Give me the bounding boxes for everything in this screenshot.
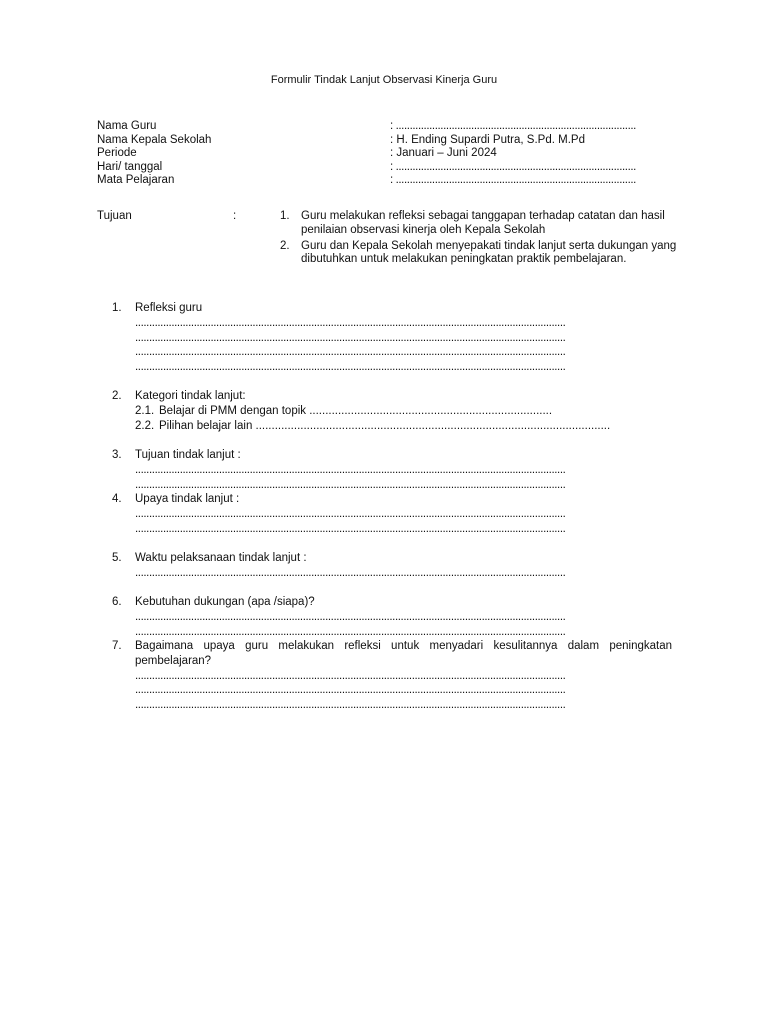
subitem-text: Belajar di PMM dengan topik ............................................................................ xyxy=(159,404,553,417)
subitem-text: Pilihan belajar lain ............................................................................................................... xyxy=(159,419,611,432)
subitem-number: 2.1. xyxy=(135,404,155,417)
tujuan-item xyxy=(280,210,703,238)
answer-line[interactable]: .......................................................................................................................................................... xyxy=(135,478,566,491)
answer-line[interactable]: .......................................................................................................................................................... xyxy=(135,625,566,638)
section-upaya-refleksi xyxy=(112,639,672,713)
tujuan-item-text: Guru dan Kepala Sekolah menyepakati tindak lanjut serta dukungan yang dibutuhkan untuk melakukan peningkatan praktik pembelajaran. xyxy=(301,239,677,266)
nama-guru-value: : ...................................................................................... xyxy=(390,120,636,132)
answer-line[interactable]: .......................................................................................................................................................... xyxy=(135,361,566,374)
section-number: 3. xyxy=(112,449,122,461)
section-number: 6. xyxy=(112,596,122,608)
answer-line[interactable]: .......................................................................................................................................................... xyxy=(135,699,566,712)
kepala-sekolah-value: : H. Ending Supardi Putra, S.Pd. M.Pd xyxy=(390,133,585,146)
section-number: 5. xyxy=(112,552,122,564)
form-title: Formulir Tindak Lanjut Observasi Kinerja Guru xyxy=(270,74,498,86)
answer-line[interactable]: .......................................................................................................................................................... xyxy=(135,566,566,579)
identity-row-hari-tanggal xyxy=(97,161,677,175)
section-waktu-pelaksanaan xyxy=(112,551,672,581)
section-number: 7. xyxy=(112,640,122,652)
section-title: Kategori tindak lanjut: xyxy=(135,390,246,402)
subitem-number: 2.2. xyxy=(135,419,155,432)
periode-label: Periode xyxy=(97,147,137,160)
answer-line[interactable]: .......................................................................................................................................................... xyxy=(135,522,566,535)
tujuan-colon: : xyxy=(233,210,237,222)
tujuan-item-number: 2. xyxy=(280,239,290,252)
section-kebutuhan-dukungan xyxy=(112,595,672,639)
answer-line[interactable]: .......................................................................................................................................................... xyxy=(135,463,566,476)
section-refleksi-guru xyxy=(112,301,672,375)
answer-line[interactable]: .......................................................................................................................................................... xyxy=(135,507,566,520)
nama-guru-label: Nama Guru xyxy=(97,120,157,132)
answer-line[interactable]: .......................................................................................................................................................... xyxy=(135,331,566,344)
mata-pelajaran-label: Mata Pelajaran xyxy=(97,174,175,187)
tujuan-list xyxy=(280,210,703,269)
section-kategori-tindak-lanjut xyxy=(112,389,672,433)
answer-line[interactable]: .......................................................................................................................................................... xyxy=(135,669,566,682)
answer-line[interactable]: .......................................................................................................................................................... xyxy=(135,346,566,359)
section-upaya-tindak-lanjut xyxy=(112,492,672,536)
answer-line[interactable]: .......................................................................................................................................................... xyxy=(135,684,566,697)
subitem-pilihan-belajar-lain[interactable] xyxy=(135,419,672,434)
section-title: Upaya tindak lanjut : xyxy=(135,493,240,505)
identity-row-periode xyxy=(97,147,677,161)
section-tujuan-tindak-lanjut xyxy=(112,448,672,492)
section-number: 4. xyxy=(112,493,122,505)
section-title: Kebutuhan dukungan (apa /siapa)? xyxy=(135,596,315,608)
subitem-belajar-pmm[interactable] xyxy=(135,404,672,419)
identity-row-nama-guru xyxy=(97,120,677,134)
identity-block xyxy=(97,120,677,188)
kepala-sekolah-label: Nama Kepala Sekolah xyxy=(97,133,212,146)
periode-value: : Januari – Juni 2024 xyxy=(390,147,497,160)
tujuan-item-text: Guru melakukan refleksi sebagai tanggapan terhadap catatan dan hasil penilaian observasi kinerja oleh Kepala Sekolah xyxy=(301,210,665,236)
tujuan-label: Tujuan xyxy=(97,210,132,222)
hari-tanggal-value: : ...................................................................................... xyxy=(390,160,636,173)
identity-row-kepala-sekolah xyxy=(97,134,677,148)
mata-pelajaran-value: : ...................................................................................... xyxy=(390,174,636,187)
section-title: Bagaimana upaya guru melakukan refleksi untuk menyadari kesulitannya dalam peningkatan pembelajaran? xyxy=(135,640,672,667)
section-title: Tujuan tindak lanjut : xyxy=(135,449,241,461)
answer-line[interactable]: .......................................................................................................................................................... xyxy=(135,610,566,623)
section-number: 1. xyxy=(112,302,122,314)
section-number: 2. xyxy=(112,390,122,402)
identity-row-mata-pelajaran xyxy=(97,174,677,188)
section-title: Refleksi guru xyxy=(135,302,203,314)
answer-line[interactable]: .......................................................................................................................................................... xyxy=(135,316,566,329)
tujuan-item-number: 1. xyxy=(280,210,290,222)
tujuan-item xyxy=(280,240,703,268)
section-title: Waktu pelaksanaan tindak lanjut : xyxy=(135,552,307,564)
hari-tanggal-label: Hari/ tanggal xyxy=(97,160,163,173)
